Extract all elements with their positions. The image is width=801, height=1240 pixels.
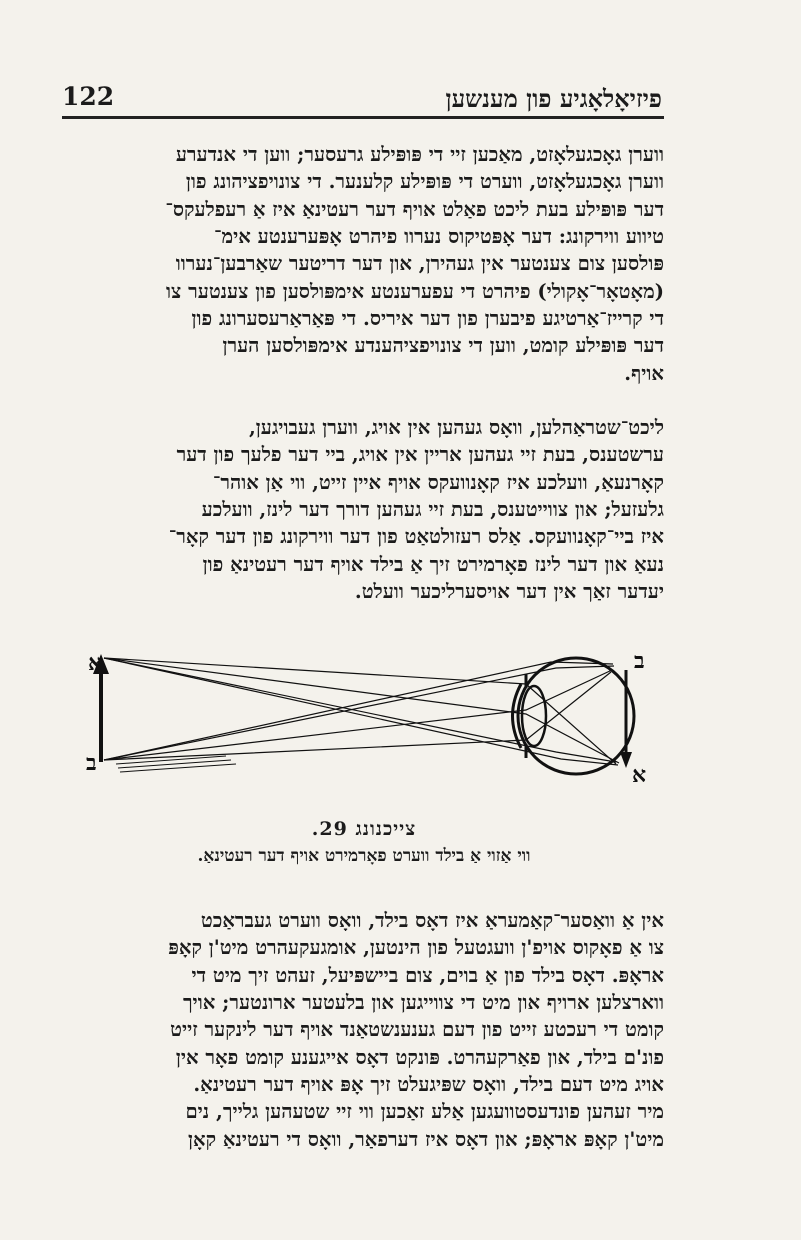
lens [522,686,546,746]
image-bottom-label: א [632,762,647,788]
text-line: ליכט־שטראַהלען, וואָס געהען אין אויג, ווערן געבויגען, [248,416,664,439]
text-line: איז ביי־קאָנוועקס. אַלס רעזולטאַט פון דער ווירקונג פון דער קאָר־ [168,525,664,549]
text-line: טיווע ווירקונג: דער אָפּטיקוס נערוו פיהרט אָפּערענטע אימ־ [214,225,664,249]
text-line: דער פּופּילע קומט, ווען די צונויפציהענדע אימפּולסען הערן [222,334,664,358]
text-line: יעדער זאַך אין דער אויסערליכער וועלט. [354,580,664,604]
text-line: דער פּופּילע בעת ליכט פאַלט אויף דער רעטינאַ איז אַ רעפלעקס־ [165,197,664,221]
text-line: נעאַ און דער לינז פאָרמירט זיך אַ בילד אויף דער רעטינאַ פון [202,552,664,576]
text-line: מיר זעהען פונדעסטוועגען אַלע זאַכען ווי זיי שטעהען גלייך, נים [185,1100,664,1124]
text-line: צו אַ פאָקוס אויפ'ן וועגטעל פון הינטען, אומגעקעהרט מיט'ן קאָפּ [168,936,664,960]
paragraph-light-refraction [64,414,664,605]
text-line: מיט'ן קאָפּ אראָפּ; און דאָס איז דערפאַר, וואָס די רעטינאַ קאָן [188,1127,664,1151]
image-top-label: ב [634,648,645,674]
text-line: גלעזעל; און צווייטענס, בעת זיי געהען דורך דער לינז, וועלכע [201,498,664,522]
running-title: פיזיאָלאָגיע פון מענשען [445,84,662,113]
light-rays [104,658,619,765]
object-bottom-label: ב [86,750,97,776]
image-arrow-head [620,752,632,768]
text-line: ערשטענס, בעת זיי געהען אריין אין אויג, ביי דער פלעך פון דער [176,443,664,467]
text-line: אין אַ וואַסער־קאַמעראַ איז דאָס בילד, וואָס ווערט געבראַכט [200,909,664,932]
text-line: (מאָטאָר־אָקולי) פיהרט די עפערענטע אימפּולסען פון צענטער צו [166,279,664,303]
text-line: קומט די רעכטע זייט פון דעם גענענשטאַנד אויף דער לינקער זייט [170,1018,664,1042]
header-rule [62,116,664,119]
figure-caption: ווי אַזוי אַ בילד ווערט פאָרמירט אויף דער רעטינאַ. [197,846,531,866]
page-number: 122 [62,82,115,111]
paragraph-inverted-image [64,907,664,1153]
text-line: ווערן גאָכגעלאָזט, ווערט די פּופּילע קלענער. די צונויפציהונג פון [185,170,664,194]
paragraph-pupil-reflex [64,141,664,387]
text-line: די קרייז־אַרטיגע פיבערן פון דער איריס. די פּאַראַרעסערונג פון [191,307,664,331]
page-header [62,82,662,112]
text-line: קאָרנעאַ, וועלכע איז קאָנוועקס אויף איין זייט, ווי אַן אוהר־ [212,470,664,494]
text-line: פּולסען צום צענטער אין געהירן, און דער דריטער שאַרבען־נערוו [175,252,664,276]
text-line: פונ'ם בילד, און פאַרקעהרט. פּונקט דאָס אייגענע קומט פאָר אין [175,1045,664,1069]
text-line: אויג מיט דעם בילד, וואָס שפּיגעלט זיך אָפּ אויף דער רעטינאַ. [193,1073,664,1097]
text-line: ווערן גאָכגעלאָזט, מאַכען זיי די פּופּילע גרעסער; ווען די אנדערע [175,143,664,166]
text-line: ווארצלען ארויף און מיט די צווייגען און בלעטער ארונטער; אויך [182,991,664,1015]
eyeball-outline [518,658,634,774]
text-line: אראָפּ. דאָס בילד פון אַ בוים, צום ביישפּיעל, זעהט זיך מיט די [191,963,664,987]
object-top-label: א [88,650,103,676]
eye-image-formation-figure [56,644,666,794]
text-line: אויף. [624,361,664,385]
eye-diagram [56,644,666,794]
figure-number: צייכנונג 29. [311,818,417,840]
